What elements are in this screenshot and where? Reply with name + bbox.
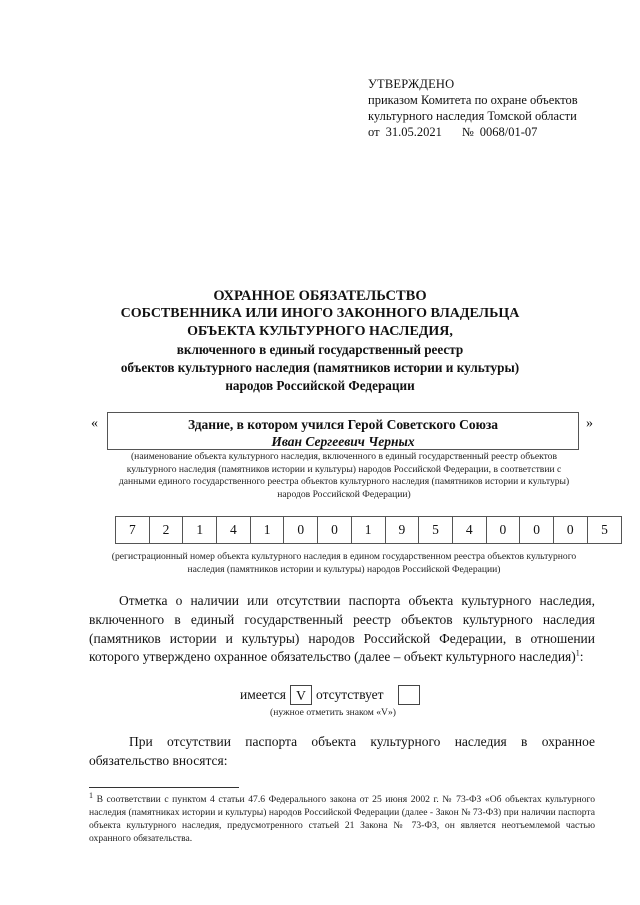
open-quote: «	[91, 416, 98, 431]
registration-digit: 5	[601, 522, 608, 537]
registration-digit: 1	[183, 517, 217, 543]
registration-digit: 0	[520, 517, 554, 543]
approval-block	[368, 76, 608, 140]
approval-date-prefix: от	[368, 125, 380, 139]
registration-digit: 0	[318, 517, 352, 543]
approval-number: 0068/01-07	[479, 125, 538, 139]
approval-line-1: приказом Комитета по охране объектов	[368, 93, 578, 107]
title-line-6: народов Российской Федерации	[225, 378, 415, 393]
object-name-line-1: Здание, в котором учился Герой Советского Союза	[187, 417, 499, 432]
approval-line-2: культурного наследия Томской области	[368, 109, 577, 123]
registration-digit: 0	[487, 517, 521, 543]
registration-digit: 2	[150, 517, 184, 543]
title-line-3: ОБЪЕКТА КУЛЬТУРНОГО НАСЛЕДИЯ,	[187, 324, 453, 339]
passport-paragraph	[89, 592, 595, 667]
has-passport-checkbox[interactable]: V	[290, 685, 312, 705]
document-title	[60, 287, 580, 395]
footnote-separator	[89, 787, 239, 788]
registration-digit: 9	[386, 517, 420, 543]
absent-passport-label: отсутствует	[316, 687, 384, 702]
title-line-5: объектов культурного наследия (памятников истории и культуры)	[120, 360, 520, 375]
footnote	[89, 790, 595, 845]
approval-heading: УТВЕРЖДЕНО	[368, 77, 455, 91]
footnote-ref: 1	[575, 648, 580, 658]
object-name-box	[107, 412, 579, 450]
absent-passport-checkbox[interactable]	[398, 685, 420, 705]
absence-paragraph-text: При отсутствии паспорта объекта культурного наследия в охранное обязательство вносятся:	[89, 734, 595, 768]
close-quote: »	[586, 416, 593, 431]
absence-paragraph	[89, 733, 595, 771]
has-passport-label: имеется	[240, 687, 287, 702]
title-line-4: включенного в единый государственный реестр	[176, 342, 464, 357]
registration-number	[115, 516, 622, 544]
title-line-1: ОХРАННОЕ ОБЯЗАТЕЛЬСТВО	[213, 288, 427, 304]
footnote-marker: 1	[89, 790, 93, 800]
object-name-line-2: Иван Сергеевич Черных	[271, 434, 415, 449]
registration-digit: 4	[217, 517, 251, 543]
checkbox-note: (нужное отметить знаком «V»)	[270, 707, 396, 718]
registration-digit: 7	[116, 517, 150, 543]
object-name-caption: (наименование объекта культурного наследия, включенного в единый государственный реестр объектов культурного наследия (памятников истории и культуры) народов Российской Федерации, в соответствии с данными единого государственного реестра объектов культурного наследия (памятников истории и культуры) народов Российской Федерации)	[118, 451, 570, 500]
passport-paragraph-text: Отметка о наличии или отсутствии паспорта объекта культурного наследия, включенного в единый государственный реестр объектов культурного наследия (памятников истории и культуры) народов Российской Федерации, в отношении которого утверждено охранное обязательство (далее – объект культурного наследия)	[89, 593, 595, 665]
registration-digit: 1	[352, 517, 386, 543]
passport-options	[240, 683, 424, 707]
registration-digit: 1	[251, 517, 285, 543]
registration-digit: 4	[453, 517, 487, 543]
registration-caption: (регистрационный номер объекта культурного наследия в едином государственном реестра объектов культурного наследия (памятников истории и культуры) народов Российской Федерации)	[111, 551, 577, 575]
approval-number-sign: №	[461, 125, 474, 139]
passport-paragraph-end: :	[579, 649, 584, 665]
approval-order-line	[368, 124, 608, 140]
registration-digit: 0	[554, 517, 588, 543]
footnote-text: В соответствии с пунктом 4 статьи 47.6 Федерального закона от 25 июня 2002 г. № 73-ФЗ «Об объектах культурного наследия (памятниках истории и культуры) народов Российской Федерации (далее - Закон № 73-ФЗ) при наличии паспорта объекта культурного наследия, предусмотренного статьей 21 Закона № 73-ФЗ, он является неотъемлемой частью охранного обязательства.	[89, 794, 595, 844]
approval-date: 31.05.2021	[385, 125, 442, 139]
registration-digit: 5	[419, 517, 453, 543]
registration-digit: 0	[284, 517, 318, 543]
title-line-2: СОБСТВЕННИКА ИЛИ ИНОГО ЗАКОННОГО ВЛАДЕЛЬЦА	[120, 306, 520, 321]
